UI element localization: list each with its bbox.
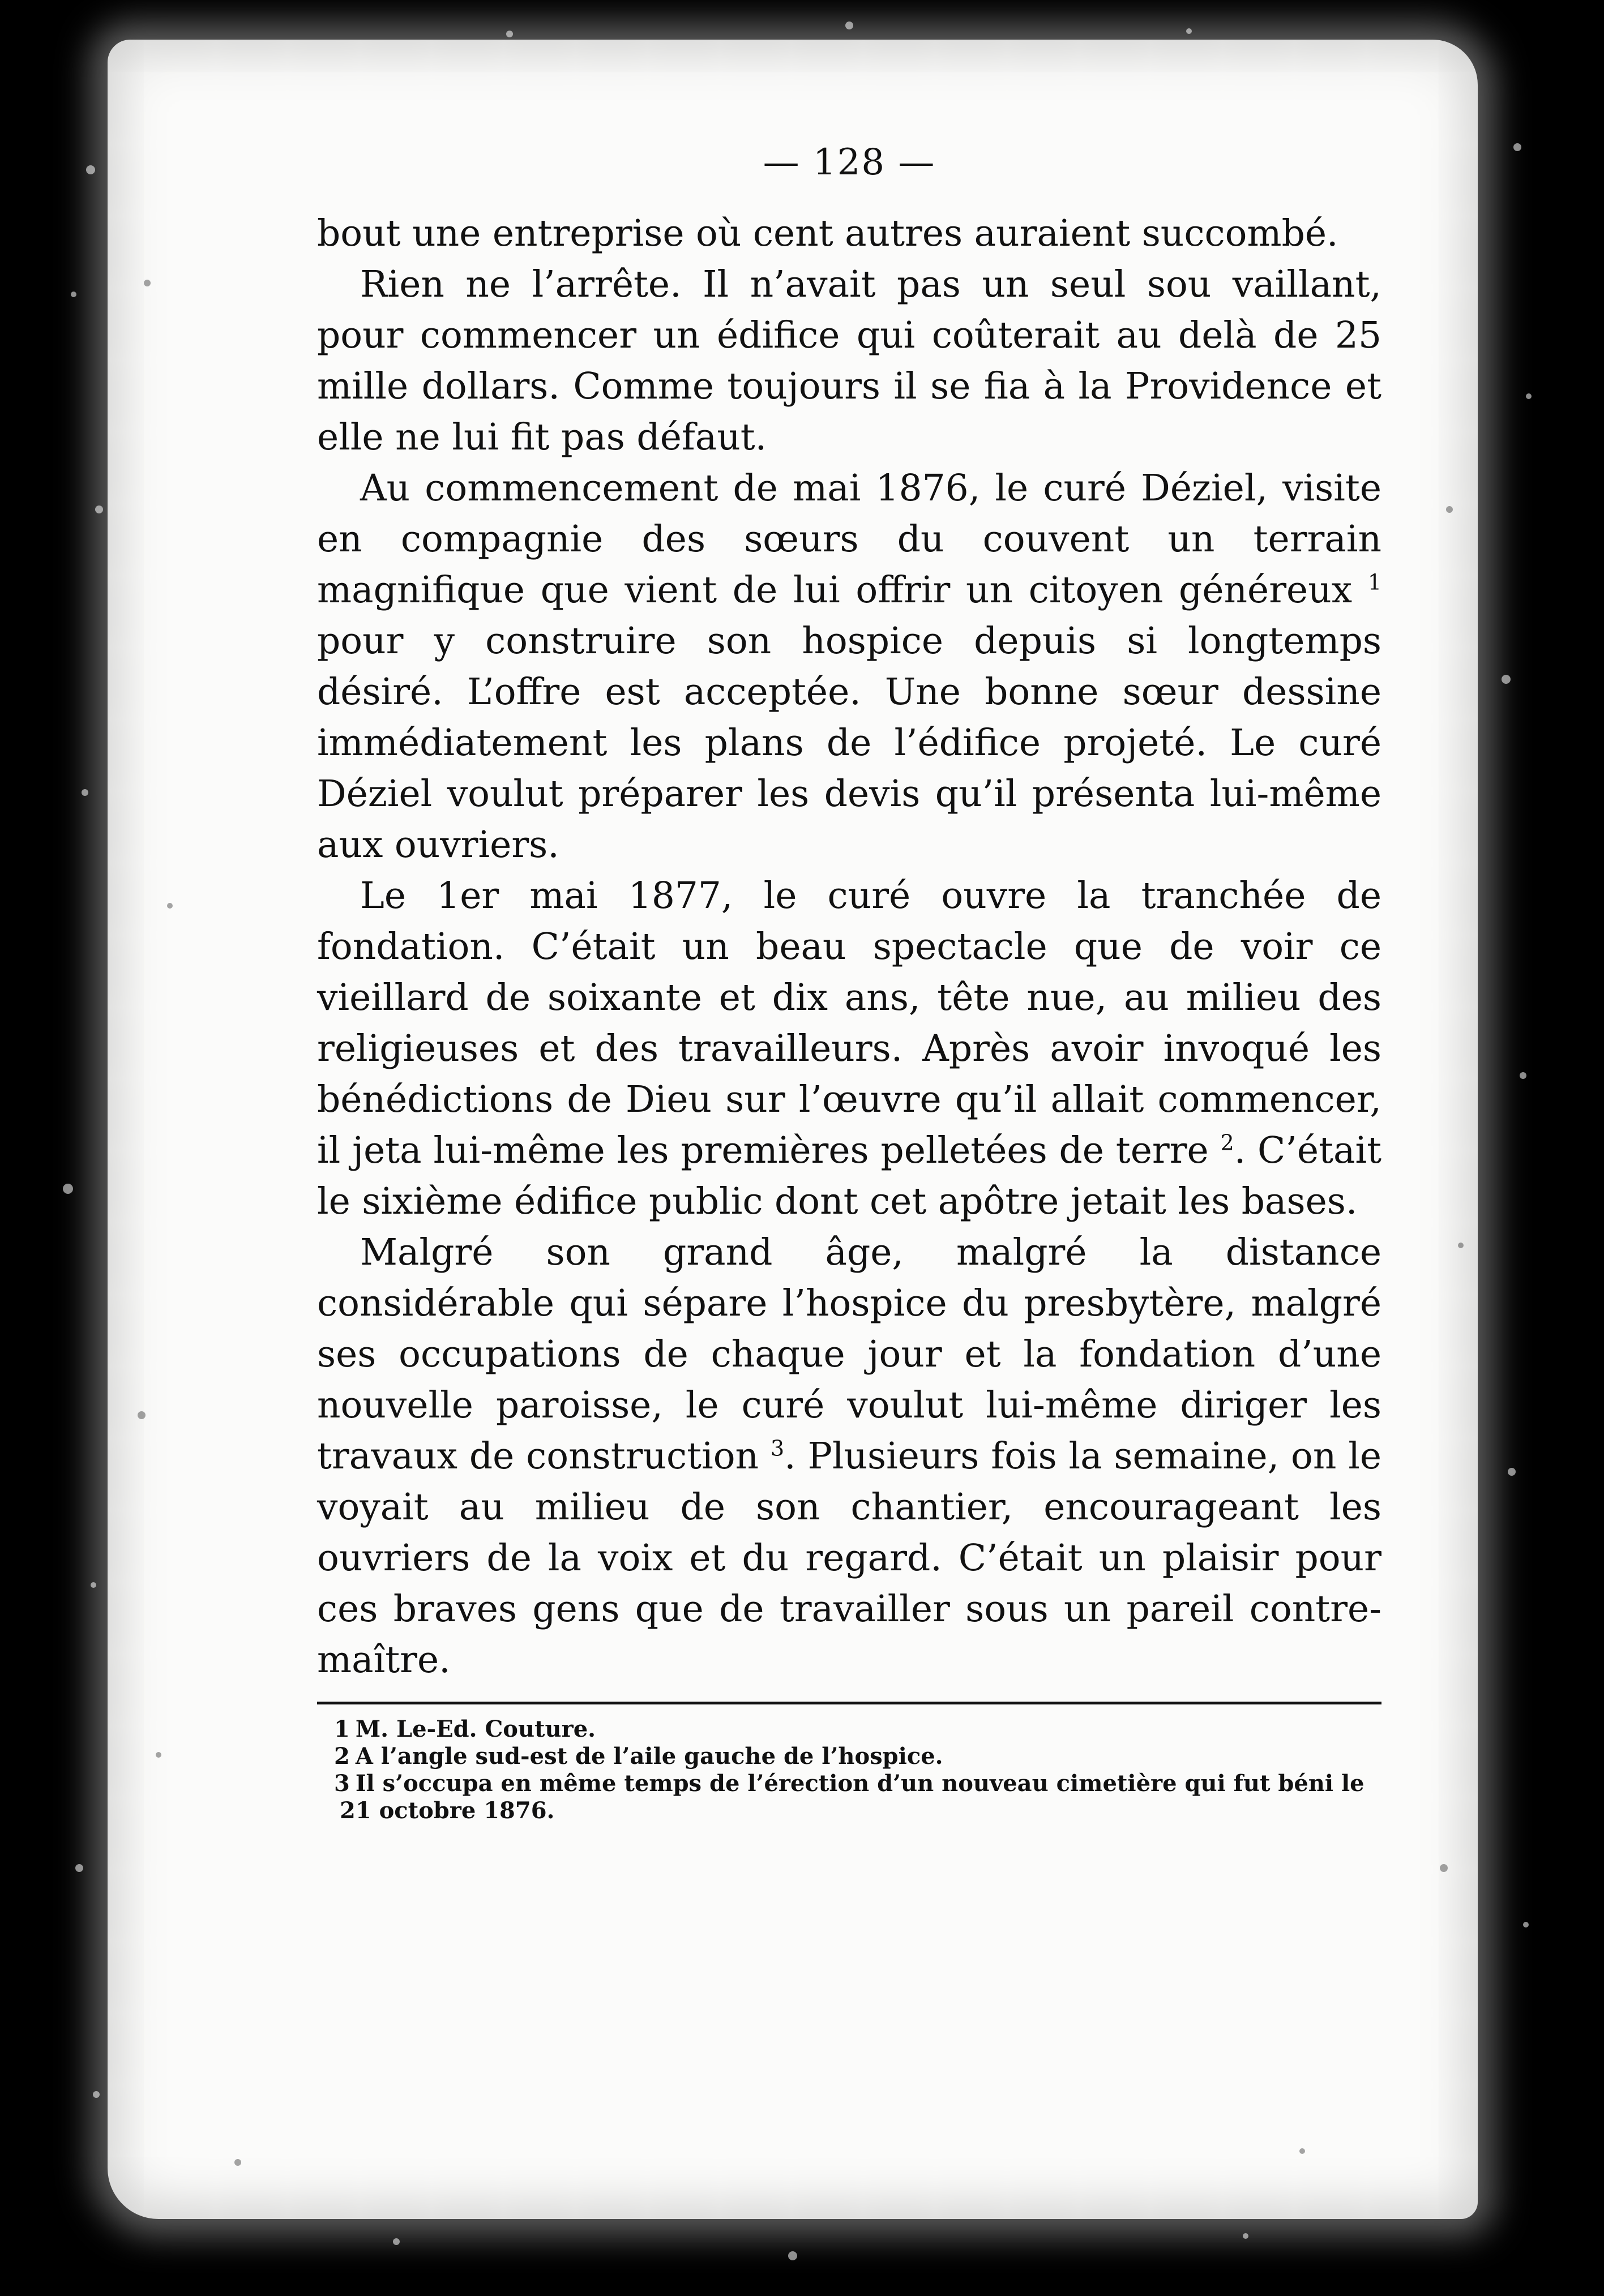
- footnote-number: 3: [334, 1770, 350, 1797]
- paragraph-1: bout une entreprise où cent autres auraient succombé.: [317, 212, 1338, 255]
- footnote-text: Il s’occupa en même temps de l’érection d’un nouveau cimetière qui fut béni le 21 octobre 1876.: [340, 1770, 1365, 1824]
- paragraph-2: Rien ne l’arrête. Il n’avait pas un seul sou vaillant, pour commencer un édifice qui coûterait au delà de 25 mille dollars. Comme toujours il se fia à la Providence et elle ne lui fit pas défaut.: [317, 263, 1381, 459]
- body-text: [317, 208, 1381, 1686]
- paragraph-5-text-b: . Plusieurs fois la semaine, on le voyait au milieu de son chantier, encourageant les ouvriers de la voix et du regard. C’était un plaisir pour ces braves gens que de travailler sous un pareil contre-maître.: [317, 1435, 1381, 1681]
- footnote-text: M. Le-Ed. Couture.: [355, 1716, 596, 1742]
- page-number: — 128 —: [763, 142, 936, 183]
- paragraph-4: [317, 871, 1381, 1227]
- footnote-number: 2: [334, 1743, 350, 1770]
- footnote-divider: [317, 1702, 1381, 1704]
- paragraph-4-text-a: Le 1er mai 1877, le curé ouvre la tranchée de fondation. C’était un beau spectacle que de voir ce vieillard de soixante et dix ans, tête nue, au milieu des religieuses et des travailleurs. Après avoir invoqué les bénédictions de Dieu sur l’œuvre qu’il allait commencer, il jeta lui-même les premières pelletées de terre: [317, 875, 1381, 1172]
- paragraph-3-text-a: Au commencement de mai 1876, le curé Déziel, visite en compagnie des sœurs du couvent un terrain magnifique que vient de lui offrir un citoyen généreux: [317, 467, 1381, 611]
- paragraph-3-text-b: pour y construire son hospice depuis si longtemps désiré. L’offre est acceptée. Une bonne sœur dessine immédiatement les plans de l’édifice projeté. Le curé Déziel voulut préparer les devis qu’il présenta lui-même aux ouvriers.: [317, 620, 1381, 866]
- footnote-text: A l’angle sud-est de l’aile gauche de l’hospice.: [355, 1743, 943, 1770]
- footnote-2: [317, 1743, 1381, 1770]
- page-content: [317, 142, 1381, 1824]
- footnote-ref-1: 1: [1367, 569, 1381, 595]
- footnotes: [317, 1716, 1381, 1824]
- footnote-3: [317, 1770, 1381, 1824]
- paragraph-5-text-a: Malgré son grand âge, malgré la distance considérable qui sépare l’hospice du presbytère, malgré ses occupations de chaque jour et la fondation d’une nouvelle paroisse, le curé voulut lui-même diriger les travaux de construction: [317, 1231, 1381, 1477]
- footnote-ref-3: 3: [770, 1436, 785, 1461]
- paragraph-4-text-b: . C’était le sixième édifice public dont cet apôtre jetait les bases.: [317, 1129, 1381, 1223]
- paragraph-3: [317, 463, 1381, 871]
- paragraph-5: [317, 1227, 1381, 1686]
- footnote-ref-2: 2: [1220, 1130, 1234, 1155]
- footnote-1: [317, 1716, 1381, 1743]
- footnote-number: 1: [334, 1716, 350, 1742]
